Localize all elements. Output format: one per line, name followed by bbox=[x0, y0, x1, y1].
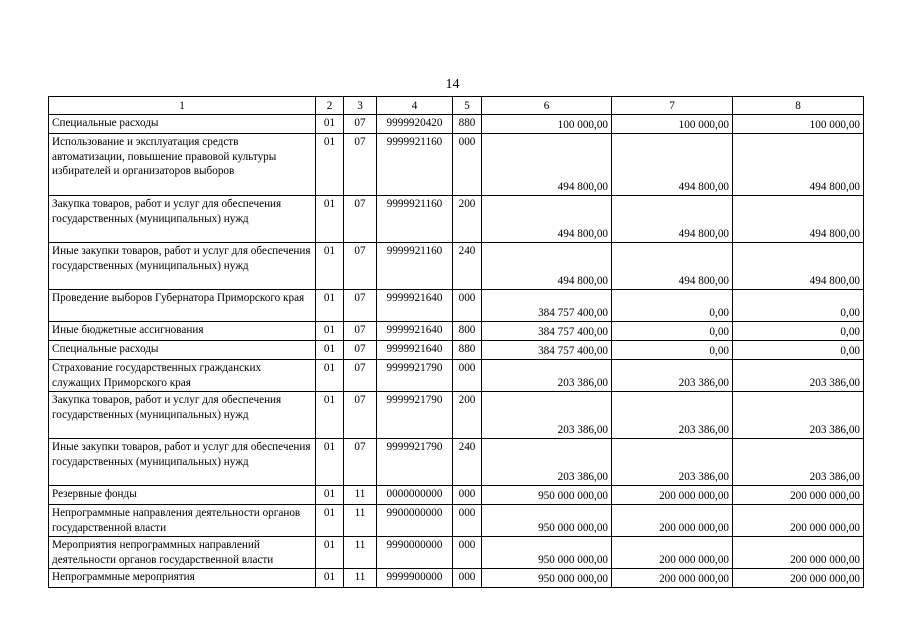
target-article-code: 9999921640 bbox=[377, 341, 453, 360]
section-code: 01 bbox=[316, 505, 344, 537]
row-name: Иные бюджетные ассигнования bbox=[49, 322, 316, 341]
section-code: 01 bbox=[316, 322, 344, 341]
amount-col8: 0,00 bbox=[733, 341, 864, 360]
amount-col6: 950 000 000,00 bbox=[482, 486, 612, 505]
expense-type-code: 000 bbox=[453, 486, 482, 505]
amount-col6: 950 000 000,00 bbox=[482, 569, 612, 588]
header-cell: 7 bbox=[612, 97, 733, 115]
section-code: 01 bbox=[316, 537, 344, 569]
amount-col8: 0,00 bbox=[733, 322, 864, 341]
subsection-code: 07 bbox=[344, 290, 377, 322]
section-code: 01 bbox=[316, 392, 344, 439]
amount-col8: 200 000 000,00 bbox=[733, 569, 864, 588]
amount-col6: 950 000 000,00 bbox=[482, 505, 612, 537]
subsection-code: 07 bbox=[344, 341, 377, 360]
target-article-code: 9999921640 bbox=[377, 322, 453, 341]
amount-col8: 203 386,00 bbox=[733, 392, 864, 439]
subsection-code: 07 bbox=[344, 196, 377, 243]
amount-col6: 950 000 000,00 bbox=[482, 537, 612, 569]
table-row bbox=[49, 290, 864, 322]
row-name: Специальные расходы bbox=[49, 341, 316, 360]
table-row bbox=[49, 569, 864, 588]
amount-col6: 100 000,00 bbox=[482, 115, 612, 134]
amount-col6: 384 757 400,00 bbox=[482, 322, 612, 341]
amount-col6: 384 757 400,00 bbox=[482, 341, 612, 360]
amount-col6: 384 757 400,00 bbox=[482, 290, 612, 322]
amount-col6: 494 800,00 bbox=[482, 196, 612, 243]
amount-col7: 200 000 000,00 bbox=[612, 569, 733, 588]
amount-col8: 494 800,00 bbox=[733, 196, 864, 243]
amount-col8: 494 800,00 bbox=[733, 134, 864, 196]
expense-type-code: 200 bbox=[453, 392, 482, 439]
subsection-code: 07 bbox=[344, 115, 377, 134]
header-cell: 4 bbox=[377, 97, 453, 115]
expense-type-code: 000 bbox=[453, 537, 482, 569]
amount-col8: 200 000 000,00 bbox=[733, 486, 864, 505]
expense-type-code: 200 bbox=[453, 196, 482, 243]
amount-col8: 203 386,00 bbox=[733, 439, 864, 486]
table-row bbox=[49, 243, 864, 290]
expense-type-code: 240 bbox=[453, 439, 482, 486]
amount-col7: 203 386,00 bbox=[612, 439, 733, 486]
subsection-code: 11 bbox=[344, 505, 377, 537]
section-code: 01 bbox=[316, 290, 344, 322]
target-article-code: 9990000000 bbox=[377, 537, 453, 569]
section-code: 01 bbox=[316, 134, 344, 196]
amount-col6: 494 800,00 bbox=[482, 243, 612, 290]
target-article-code: 9999921160 bbox=[377, 196, 453, 243]
page-number: 14 bbox=[445, 77, 460, 92]
section-code: 01 bbox=[316, 439, 344, 486]
row-name: Непрограммные мероприятия bbox=[49, 569, 316, 588]
amount-col7: 200 000 000,00 bbox=[612, 537, 733, 569]
amount-col7: 203 386,00 bbox=[612, 392, 733, 439]
expense-type-code: 000 bbox=[453, 134, 482, 196]
section-code: 01 bbox=[316, 115, 344, 134]
header-cell: 2 bbox=[316, 97, 344, 115]
expense-type-code: 880 bbox=[453, 341, 482, 360]
expense-type-code: 000 bbox=[453, 505, 482, 537]
amount-col8: 100 000,00 bbox=[733, 115, 864, 134]
table-row bbox=[49, 505, 864, 537]
table-row bbox=[49, 537, 864, 569]
row-name: Закупка товаров, работ и услуг для обеспечения государственных (муниципальных) нужд bbox=[49, 196, 316, 243]
expense-type-code: 000 bbox=[453, 360, 482, 392]
amount-col6: 203 386,00 bbox=[482, 392, 612, 439]
row-name: Иные закупки товаров, работ и услуг для обеспечения государственных (муниципальных) нужд bbox=[49, 439, 316, 486]
section-code: 01 bbox=[316, 360, 344, 392]
target-article-code: 9999921790 bbox=[377, 360, 453, 392]
amount-col8: 494 800,00 bbox=[733, 243, 864, 290]
subsection-code: 11 bbox=[344, 486, 377, 505]
header-cell: 1 bbox=[49, 97, 316, 115]
row-name: Закупка товаров, работ и услуг для обеспечения государственных (муниципальных) нужд bbox=[49, 392, 316, 439]
section-code: 01 bbox=[316, 486, 344, 505]
target-article-code: 9999921640 bbox=[377, 290, 453, 322]
target-article-code: 0000000000 bbox=[377, 486, 453, 505]
amount-col6: 203 386,00 bbox=[482, 360, 612, 392]
subsection-code: 07 bbox=[344, 134, 377, 196]
table-row bbox=[49, 322, 864, 341]
row-name: Проведение выборов Губернатора Приморского края bbox=[49, 290, 316, 322]
header-cell: 6 bbox=[482, 97, 612, 115]
amount-col8: 203 386,00 bbox=[733, 360, 864, 392]
subsection-code: 07 bbox=[344, 322, 377, 341]
budget-table bbox=[48, 96, 864, 588]
amount-col8: 0,00 bbox=[733, 290, 864, 322]
row-name: Мероприятия непрограммных направлений деятельности органов государственной власти bbox=[49, 537, 316, 569]
row-name: Специальные расходы bbox=[49, 115, 316, 134]
table-row bbox=[49, 115, 864, 134]
subsection-code: 07 bbox=[344, 360, 377, 392]
subsection-code: 07 bbox=[344, 392, 377, 439]
target-article-code: 9900000000 bbox=[377, 505, 453, 537]
expense-type-code: 240 bbox=[453, 243, 482, 290]
amount-col7: 494 800,00 bbox=[612, 196, 733, 243]
table-row bbox=[49, 439, 864, 486]
subsection-code: 07 bbox=[344, 243, 377, 290]
subsection-code: 07 bbox=[344, 439, 377, 486]
amount-col7: 200 000 000,00 bbox=[612, 486, 733, 505]
target-article-code: 9999920420 bbox=[377, 115, 453, 134]
expense-type-code: 880 bbox=[453, 115, 482, 134]
table-row bbox=[49, 360, 864, 392]
section-code: 01 bbox=[316, 243, 344, 290]
target-article-code: 9999921790 bbox=[377, 392, 453, 439]
amount-col6: 203 386,00 bbox=[482, 439, 612, 486]
amount-col6: 494 800,00 bbox=[482, 134, 612, 196]
section-code: 01 bbox=[316, 196, 344, 243]
table-row bbox=[49, 134, 864, 196]
amount-col7: 494 800,00 bbox=[612, 243, 733, 290]
target-article-code: 9999921160 bbox=[377, 134, 453, 196]
amount-col7: 0,00 bbox=[612, 341, 733, 360]
section-code: 01 bbox=[316, 569, 344, 588]
row-name: Иные закупки товаров, работ и услуг для обеспечения государственных (муниципальных) нужд bbox=[49, 243, 316, 290]
amount-col7: 100 000,00 bbox=[612, 115, 733, 134]
amount-col7: 494 800,00 bbox=[612, 134, 733, 196]
row-name: Непрограммные направления деятельности органов государственной власти bbox=[49, 505, 316, 537]
header-cell: 8 bbox=[733, 97, 864, 115]
target-article-code: 9999921790 bbox=[377, 439, 453, 486]
amount-col7: 200 000 000,00 bbox=[612, 505, 733, 537]
row-name: Страхование государственных гражданских служащих Приморского края bbox=[49, 360, 316, 392]
header-cell: 5 bbox=[453, 97, 482, 115]
expense-type-code: 800 bbox=[453, 322, 482, 341]
table-row bbox=[49, 392, 864, 439]
header-cell: 3 bbox=[344, 97, 377, 115]
expense-type-code: 000 bbox=[453, 569, 482, 588]
amount-col7: 203 386,00 bbox=[612, 360, 733, 392]
table-header-row bbox=[49, 97, 864, 115]
row-name: Использование и эксплуатация средств автоматизации, повышение правовой культуры избирателей и организаторов выборов bbox=[49, 134, 316, 196]
subsection-code: 11 bbox=[344, 537, 377, 569]
subsection-code: 11 bbox=[344, 569, 377, 588]
row-name: Резервные фонды bbox=[49, 486, 316, 505]
amount-col7: 0,00 bbox=[612, 290, 733, 322]
table-row bbox=[49, 486, 864, 505]
table-row bbox=[49, 341, 864, 360]
expense-type-code: 000 bbox=[453, 290, 482, 322]
amount-col8: 200 000 000,00 bbox=[733, 537, 864, 569]
amount-col7: 0,00 bbox=[612, 322, 733, 341]
table-row bbox=[49, 196, 864, 243]
target-article-code: 9999921160 bbox=[377, 243, 453, 290]
target-article-code: 9999900000 bbox=[377, 569, 453, 588]
section-code: 01 bbox=[316, 341, 344, 360]
amount-col8: 200 000 000,00 bbox=[733, 505, 864, 537]
